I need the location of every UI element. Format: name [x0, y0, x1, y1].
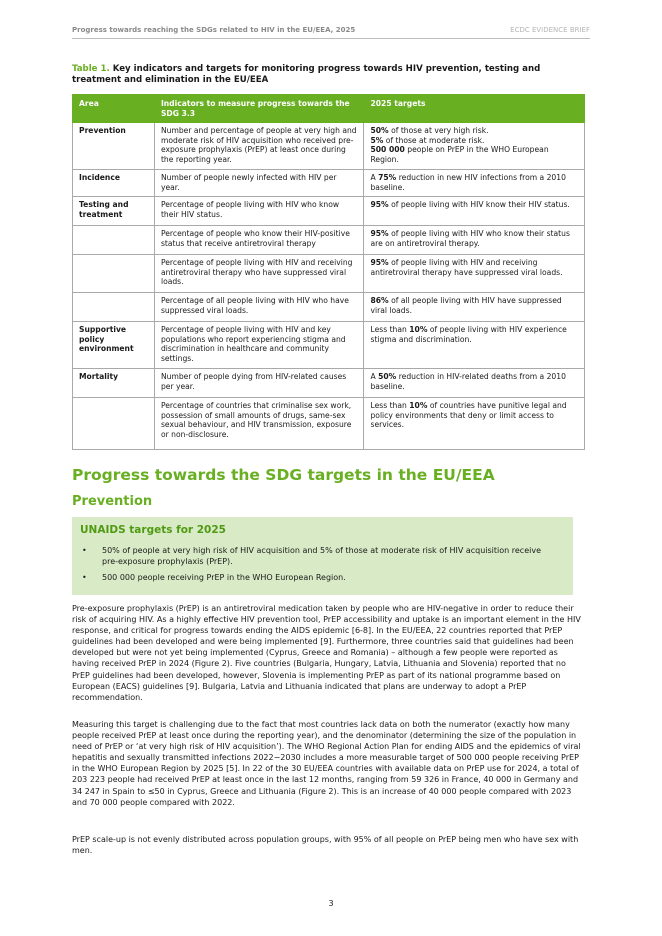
row-indicator: Number and percentage of people at very high and moderate risk of HIV acquisition who received pre-exposure prophylaxis (PrEP) at least once during the reporting year.	[154, 123, 364, 170]
target-text: people on PrEP in the WHO European Region.	[370, 145, 549, 164]
row-targets	[364, 369, 585, 398]
row-area	[73, 255, 155, 293]
table-row	[73, 197, 585, 226]
row-targets	[364, 398, 585, 450]
target-value: 5%	[370, 135, 384, 145]
target-text: of those at moderate risk.	[383, 135, 485, 145]
paragraph-prep-scale-up: PrEP scale-up is not evenly distributed across population groups, with 95% of all people on PrEP being men who have sex with men.	[72, 835, 579, 856]
unaids-targets-box	[72, 517, 573, 595]
row-indicator: Number of people newly infected with HIV per year.	[154, 170, 364, 197]
target-line	[370, 372, 578, 391]
target-text: reduction in HIV-related deaths from a 2010 baseline.	[370, 372, 566, 391]
target-text: of people living with HIV and receiving antiretroviral therapy have suppressed viral loads.	[370, 258, 563, 277]
target-text: of people living with HIV know their HIV status.	[388, 200, 570, 210]
indicators-table	[72, 94, 585, 450]
table-row	[73, 293, 585, 322]
row-targets	[364, 322, 585, 369]
target-text: reduction in new HIV infections from a 2010 baseline.	[370, 173, 566, 192]
target-value: 95%	[370, 200, 389, 210]
target-value: 500 000	[370, 145, 405, 155]
target-value: 95%	[370, 258, 389, 268]
row-indicator: Percentage of all people living with HIV who have suppressed viral loads.	[154, 293, 364, 322]
target-value: 95%	[370, 229, 389, 239]
table-row	[73, 369, 585, 398]
unaids-bullet-list	[72, 545, 557, 588]
target-line	[370, 145, 578, 164]
table-caption-text: Key indicators and targets for monitoring progress towards HIV prevention, testing and treatment and elimination in the EU/EEA	[72, 64, 541, 85]
target-text: of those at very high risk.	[388, 126, 489, 136]
target-line	[370, 126, 578, 136]
column-header-indicators: Indicators to measure progress towards the SDG 3.3	[154, 95, 364, 123]
row-area: Testing and treatment	[73, 197, 155, 226]
table-row	[73, 226, 585, 255]
list-item: • 50% of people at very high risk of HIV acquisition and 5% of those at moderate risk of HIV acquisition receive pre-exposure prophylaxis (PrEP).	[102, 545, 557, 567]
row-area	[73, 226, 155, 255]
header-title: Progress towards reaching the SDGs related to HIV in the EU/EEA, 2025	[72, 26, 356, 34]
page-number: 3	[328, 899, 334, 908]
table-caption-number: Table 1.	[72, 64, 110, 74]
row-area: Supportive policy environment	[73, 322, 155, 369]
target-value: 86%	[370, 296, 389, 306]
table-caption	[72, 64, 582, 86]
target-line	[370, 296, 578, 315]
row-indicator: Percentage of countries that criminalise sex work, possession of small amounts of drugs, same-sex sexual behaviour, and HIV transmission, exposure or non-disclosure.	[154, 398, 364, 450]
row-area: Prevention	[73, 123, 155, 170]
row-area: Mortality	[73, 369, 155, 398]
table-row	[73, 170, 585, 197]
target-value: 50%	[370, 126, 389, 136]
target-text: of people living with HIV who know their status are on antiretroviral therapy.	[370, 229, 570, 248]
row-targets	[364, 255, 585, 293]
list-item: • 500 000 people receiving PrEP in the WHO European Region.	[102, 572, 557, 583]
row-area	[73, 398, 155, 450]
target-line	[370, 325, 578, 344]
paragraph-prep-overview: Pre-exposure prophylaxis (PrEP) is an antiretroviral medication taken by people who are HIV-negative in order to reduce their risk of acquiring HIV. As a highly effective HIV prevention tool, PrEP accessibility and uptake is an important element in the HIV response, and critical for progress towards ending the AIDS epidemic [6-8]. In the EU/EEA, 22 countries reported that PrEP guidelines had been developed and were being implemented [9]. Furthermore, three countries said that guidelines had been developed but were not yet being implemented (Cyprus, Greece and Romania) – although a few people were reported as having received PrEP in 2024 (Figure 2). Five countries (Bulgaria, Hungary, Latvia, Lithuania and Slovenia) reported that no PrEP guidelines had been developed, however, Slovenia is implementing PrEP as part of its national programme based on European (EACS) guidelines [9]. Bulgaria, Latvia and Lithuania indicated that plans are underway to adopt a PrEP recommendation.	[72, 604, 581, 702]
row-targets	[364, 226, 585, 255]
target-value: 50%	[378, 372, 397, 382]
row-area: Incidence	[73, 170, 155, 197]
target-value: 10%	[409, 401, 428, 411]
target-line	[370, 229, 578, 248]
target-text: of people living with HIV experience stigma and discrimination.	[370, 325, 567, 344]
row-indicator: Percentage of people living with HIV and receiving antiretroviral therapy who have suppressed viral loads.	[154, 255, 364, 293]
column-header-area: Area	[73, 95, 155, 123]
row-targets	[364, 170, 585, 197]
header-brief-label: ECDC EVIDENCE BRIEF	[510, 26, 590, 34]
row-indicator: Percentage of people who know their HIV-positive status that receive antiretroviral therapy	[154, 226, 364, 255]
column-header-targets: 2025 targets	[364, 95, 585, 123]
target-line	[370, 200, 578, 210]
target-value: 10%	[409, 325, 428, 335]
subsection-title: Prevention	[72, 494, 153, 509]
target-text: of countries have punitive legal and policy environments that deny or limit access to services.	[370, 401, 567, 430]
row-indicator: Number of people dying from HIV-related causes per year.	[154, 369, 364, 398]
table-row	[73, 255, 585, 293]
row-targets	[364, 197, 585, 226]
target-value: 75%	[378, 173, 397, 183]
target-prefix: Less than	[370, 325, 410, 335]
row-indicator: Percentage of people living with HIV and key populations who report experiencing stigma and discrimination in healthcare and community settings.	[154, 322, 364, 369]
section-title: Progress towards the SDG targets in the EU/EEA	[72, 466, 495, 484]
row-targets	[364, 293, 585, 322]
target-line	[370, 173, 578, 192]
table-row	[73, 322, 585, 369]
page-header	[72, 26, 590, 39]
row-targets	[364, 123, 585, 170]
table-header-row	[73, 95, 585, 123]
table-row	[73, 398, 585, 450]
paragraph-measuring-target: Measuring this target is challenging due to the fact that most countries lack data on both the numerator (exactly how many people received PrEP at least once during the reporting year), and the denominator (determining the size of the population in need of PrEP or ‘at very high risk of HIV acquisition’). The WHO Regional Action Plan for ending AIDS and the epidemics of viral hepatitis and sexually transmitted infections 2022−2030 includes a more measurable target of 500 000 people receiving PrEP in the WHO European Region by 2025 [5]. In 22 of the 30 EU/EEA countries with available data on PrEP use for 2024, a total of 203 223 people had received PrEP at least once in the last 12 months, ranging from 59 326 in France, 40 000 in Germany and 34 247 in Spain to ≤50 in Cyprus, Greece and Lithuania (Figure 2). This is an increase of 40 000 people compared with 2023 and 70 000 people compared with 2022.	[72, 720, 581, 807]
target-line	[370, 258, 578, 277]
target-prefix: A	[370, 372, 379, 382]
target-line	[370, 401, 578, 430]
target-prefix: Less than	[370, 401, 410, 411]
row-area	[73, 293, 155, 322]
unaids-box-title: UNAIDS targets for 2025	[80, 524, 226, 536]
table-row	[73, 123, 585, 170]
row-indicator: Percentage of people living with HIV who know their HIV status.	[154, 197, 364, 226]
target-line	[370, 136, 578, 146]
target-text: of all people living with HIV have suppressed viral loads.	[370, 296, 562, 315]
target-prefix: A	[370, 173, 379, 183]
